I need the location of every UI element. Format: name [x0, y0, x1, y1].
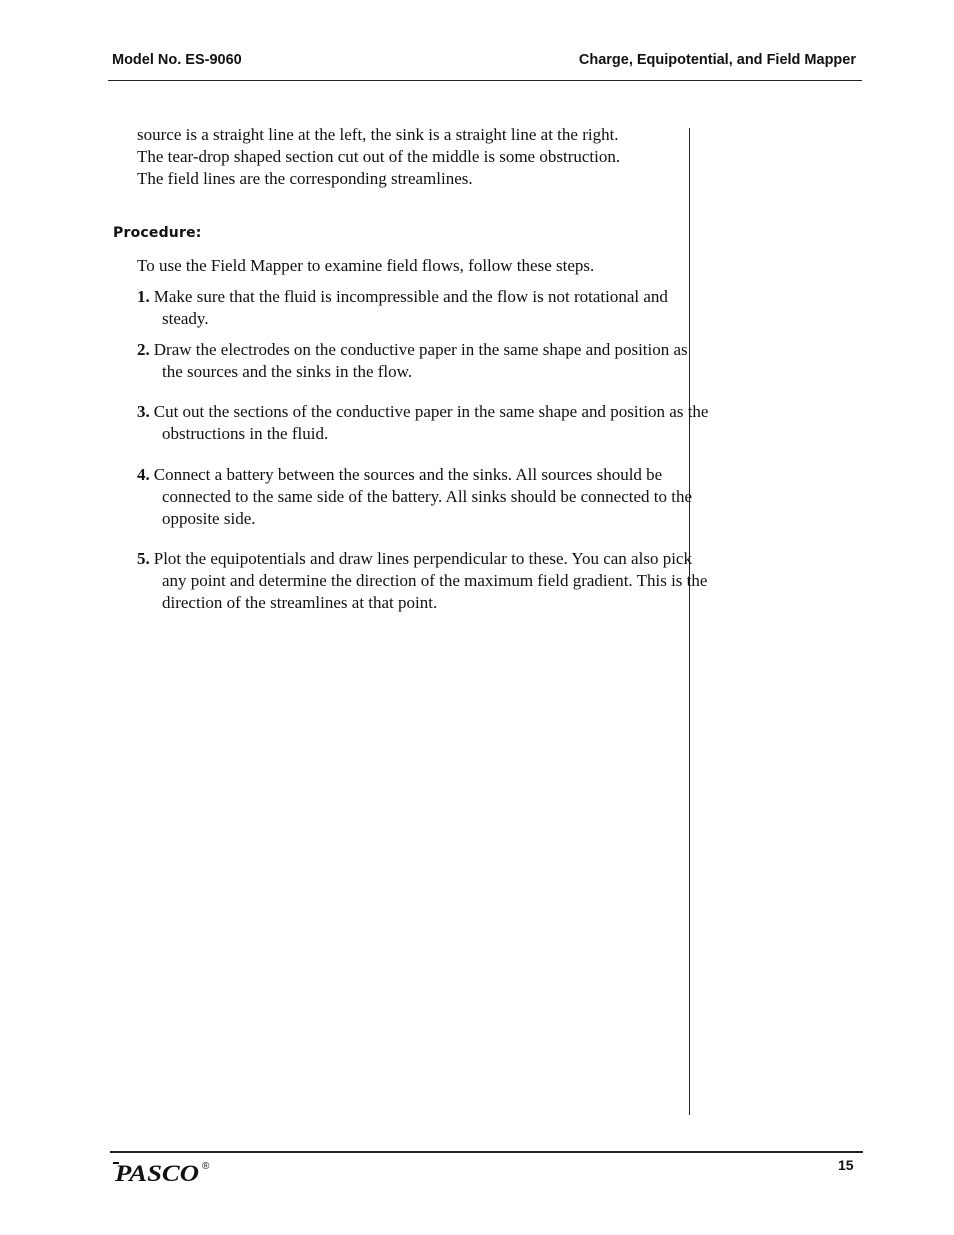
footer-divider	[110, 1151, 863, 1153]
procedure-step	[137, 548, 712, 614]
step-text: Cut out the sections of the conductive paper in the same shape and position as the obstructions in the fluid.	[153, 402, 709, 443]
step-text: Connect a battery between the sources and the sinks. All sources should be connected to the same side of the battery. All sinks should be connected to the opposite side.	[153, 465, 693, 528]
procedure-step	[137, 401, 712, 445]
intro-line: source is a straight line at the left, the sink is a straight line at the right.	[137, 125, 619, 144]
procedure-step	[137, 286, 712, 330]
step-text: Plot the equipotentials and draw lines perpendicular to these. You can also pick any point and determine the direction of the maximum field gradient. This is the direction of the streamlines at that point.	[153, 549, 708, 612]
page-number: 15	[838, 1157, 854, 1173]
header-model-number: Model No. ES-9060	[112, 52, 242, 68]
step-number: 2.	[137, 340, 150, 359]
procedure-step	[137, 464, 712, 530]
column-divider	[689, 128, 690, 1115]
procedure-lead: To use the Field Mapper to examine field flows, follow these steps.	[137, 256, 595, 275]
procedure-step	[137, 339, 712, 383]
procedure-heading: Procedure:	[113, 225, 202, 241]
header-manual-title: Charge, Equipotential, and Field Mapper	[578, 52, 856, 68]
intro-line: The field lines are the corresponding streamlines.	[137, 169, 473, 188]
step-text: Draw the electrodes on the conductive paper in the same shape and position as the sources and the sinks in the flow.	[153, 340, 688, 381]
step-number: 4.	[137, 465, 150, 484]
step-number: 3.	[137, 402, 150, 421]
step-number: 1.	[137, 287, 150, 306]
header-divider	[108, 80, 862, 81]
logo-wordmark: PASCO	[113, 1162, 199, 1184]
intro-line: The tear-drop shaped section cut out of the middle is some obstruction.	[137, 147, 621, 166]
step-number: 5.	[137, 549, 150, 568]
registered-mark: ®	[202, 1161, 210, 1172]
pasco-logo	[113, 1162, 201, 1184]
step-text: Make sure that the fluid is incompressible and the flow is not rotational and steady.	[153, 287, 668, 328]
intro-paragraph	[137, 124, 682, 190]
